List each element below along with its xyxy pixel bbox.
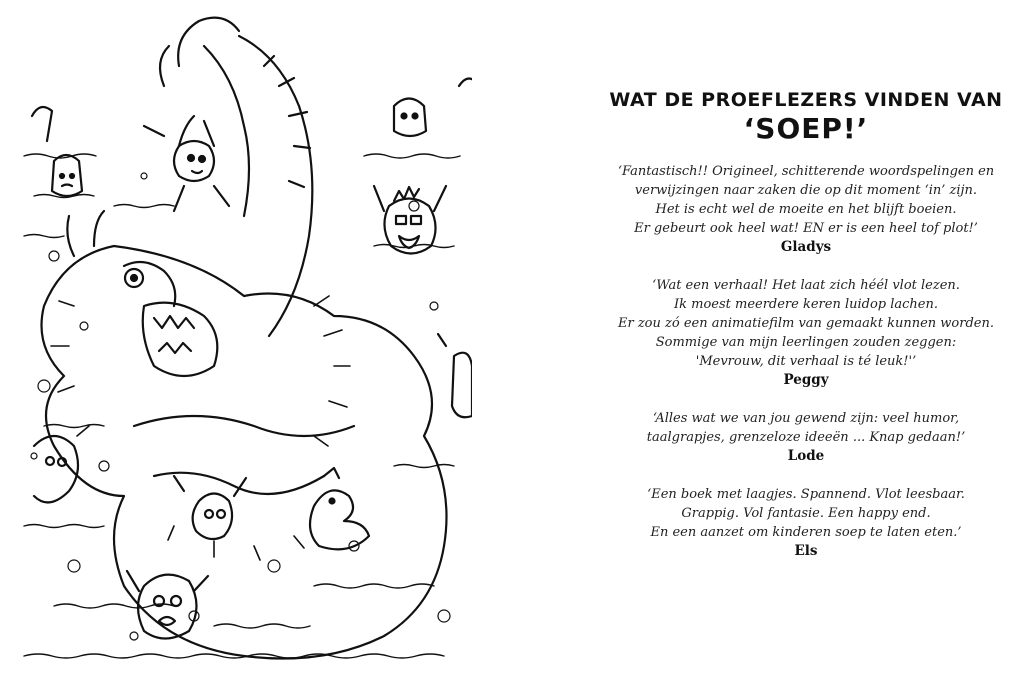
reviews-page [600, 88, 1012, 580]
review-item [600, 162, 1012, 257]
review-quote: ‘Een boek met laagjes. Spannend. Vlot leesbaar. Grappig. Vol fantasie. Een happy end. En een aanzet om kinderen soep te laten eten.’ [647, 487, 965, 540]
review-author: Peggy [783, 372, 829, 388]
book-title: ‘SOEP!’ [743, 112, 869, 145]
review-quote: ‘Alles wat we van jou gewend zijn: veel humor, taalgrapjes, grenzeloze ideeën ... Knap gedaan!’ [646, 411, 966, 445]
soup-monster-icon [14, 6, 472, 670]
review-author: Gladys [780, 239, 832, 255]
review-quote: ‘Wat een verhaal! Het laat zich héél vlot lezen. Ik moest meerdere keren luidop lachen. Er zou zó een animatiefilm van gemaakt kunnen worden. Sommige van mijn leerlingen zouden zeggen: 'Mevrouw, dit verhaal is té leuk!'’ [618, 278, 994, 369]
review-item [600, 409, 1012, 466]
review-author: Lode [787, 448, 825, 464]
review-item [600, 276, 1012, 390]
review-item [600, 485, 1012, 561]
reviews-heading: WAT DE PROEFLEZERS VINDEN VAN [609, 89, 1003, 111]
review-author: Els [794, 543, 818, 559]
comic-illustration [14, 6, 472, 670]
review-quote: ‘Fantastisch!! Origineel, schitterende woordspelingen en verwijzingen naar zaken die op dit moment ‘in’ zijn. Het is echt wel de moeite en het blijft boeien. Er gebeurt ook heel wat! EN er is een heel tof plot!’ [617, 164, 995, 236]
